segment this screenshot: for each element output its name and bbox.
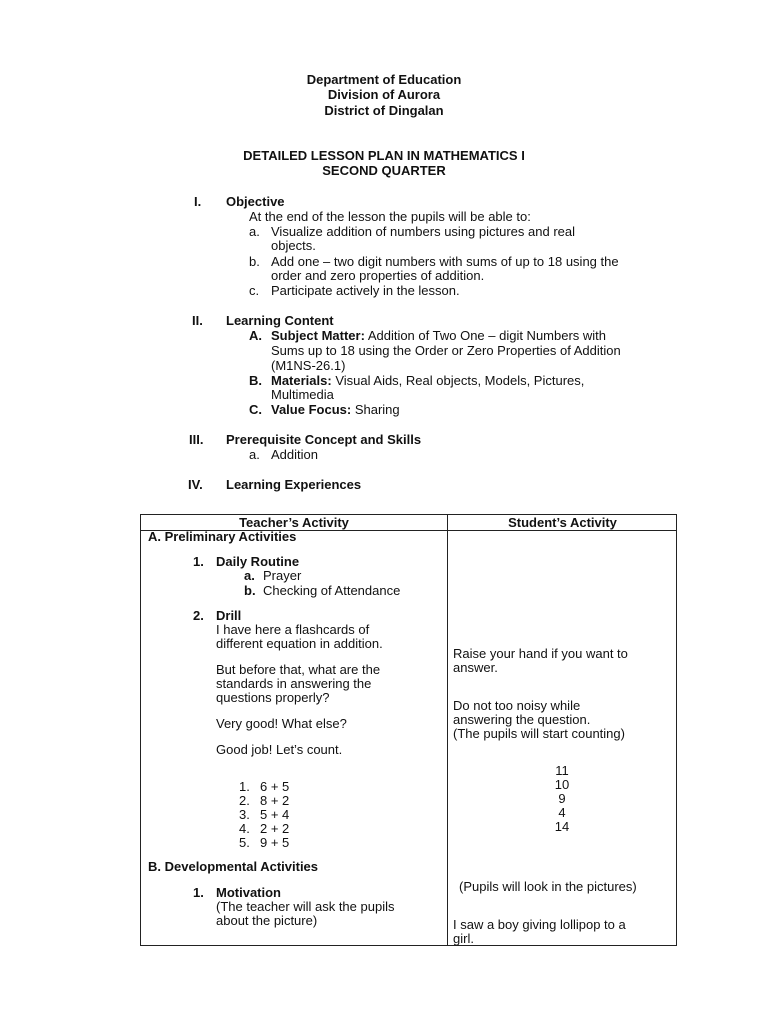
equation: 5 + 4 [260,807,290,822]
equation-number: 1. [239,779,250,794]
list-number: 2. [193,608,204,623]
section-number: II. [192,313,203,328]
list-letter: A. [249,328,262,343]
student-response: Do not too noisy while [453,698,581,713]
list-letter: B. [249,373,262,388]
drill-text: But before that, what are the [216,662,381,677]
section-heading-experiences: Learning Experiences [226,477,362,492]
answer: 4 [558,805,566,820]
subject-matter [271,328,606,343]
student-response: answering the question. [453,712,591,727]
developmental-activities: B. Developmental Activities [148,859,319,874]
materials [271,373,584,388]
motivation-text: (The teacher will ask the pupils [216,899,395,914]
list-letter: a. [249,447,260,462]
list-number: 1. [193,885,204,900]
value-focus-text: Sharing [354,402,400,417]
equation: 9 + 5 [260,835,290,850]
answer: 9 [558,791,566,806]
subject-matter-cont: Sums up to 18 using the Order or Zero Properties of Addition [271,343,621,358]
prereq-a: Addition [271,447,318,462]
section-number: IV. [188,477,203,492]
motivation: Motivation [216,885,281,900]
answer: 14 [554,819,570,834]
drill-text: standards in answering the [216,676,372,691]
section-heading-prereq: Prerequisite Concept and Skills [226,432,422,447]
objective-a: Visualize addition of numbers using pictures and real [271,224,575,239]
list-letter: C. [249,402,262,417]
objective-a-cont: objects. [271,238,316,253]
student-response: (The pupils will start counting) [453,726,625,741]
checking-attendance: Checking of Attendance [263,583,401,598]
section-heading-content: Learning Content [226,313,334,328]
equation-number: 4. [239,821,250,836]
value-focus [271,402,400,417]
student-response: I saw a boy giving lollipop to a [453,917,626,932]
prayer: Prayer [263,568,302,583]
drill-text: questions properly? [216,690,330,705]
col-header-student: Student’s Activity [508,515,617,530]
objective-b: Add one – two digit numbers with sums of up to 18 using the [271,254,619,269]
drill-text: different equation in addition. [216,636,383,651]
equation-number: 2. [239,793,250,808]
motivation-text: about the picture) [216,913,318,928]
equation: 6 + 5 [260,779,290,794]
objective-intro: At the end of the lesson the pupils will be able to: [249,209,531,224]
subject-matter-label: Subject Matter: [271,328,365,343]
equation-number: 5. [239,835,250,850]
page-subtitle: SECOND QUARTER [322,163,446,178]
col-header-teacher: Teacher’s Activity [239,515,349,530]
student-response: (Pupils will look in the pictures) [459,879,637,894]
materials-cont: Multimedia [271,387,334,402]
list-letter: b. [249,254,260,269]
section-heading-objective: Objective [226,194,285,209]
drill-text: Good job! Let’s count. [216,742,343,757]
answer: 11 [555,763,569,778]
drill-text: I have here a flashcards of [216,622,370,637]
equation: 2 + 2 [260,821,290,836]
equation: 8 + 2 [260,793,290,808]
list-letter: a. [249,224,260,239]
drill-text: Very good! What else? [216,716,347,731]
preliminary-activities: A. Preliminary Activities [148,529,297,544]
header-division: Division of Aurora [327,87,441,102]
list-letter: a. [244,568,255,583]
materials-text: Visual Aids, Real objects, Models, Pictures, [335,373,585,388]
section-number: III. [189,432,204,447]
list-number: 1. [193,554,204,569]
subject-matter-text: Addition of Two One – digit Numbers with [367,328,607,343]
student-response: Raise your hand if you want to [453,646,628,661]
list-letter: b. [244,583,256,598]
table-column-divider [447,515,448,945]
list-letter: c. [249,283,260,298]
objective-b-cont: order and zero properties of addition. [271,268,485,283]
equation-number: 3. [239,807,250,822]
drill: Drill [216,608,242,623]
page-title: DETAILED LESSON PLAN IN MATHEMATICS I [243,148,525,163]
subject-matter-code: (M1NS-26.1) [271,358,346,373]
student-response: answer. [453,660,498,675]
header-department: Department of Education [306,72,462,87]
student-response: girl. [453,931,474,946]
objective-c: Participate actively in the lesson. [271,283,460,298]
header-district: District of Dingalan [324,103,444,118]
daily-routine: Daily Routine [216,554,300,569]
materials-label: Materials: [271,373,332,388]
answer: 10 [554,777,570,792]
value-focus-label: Value Focus: [271,402,352,417]
section-number: I. [194,194,202,209]
